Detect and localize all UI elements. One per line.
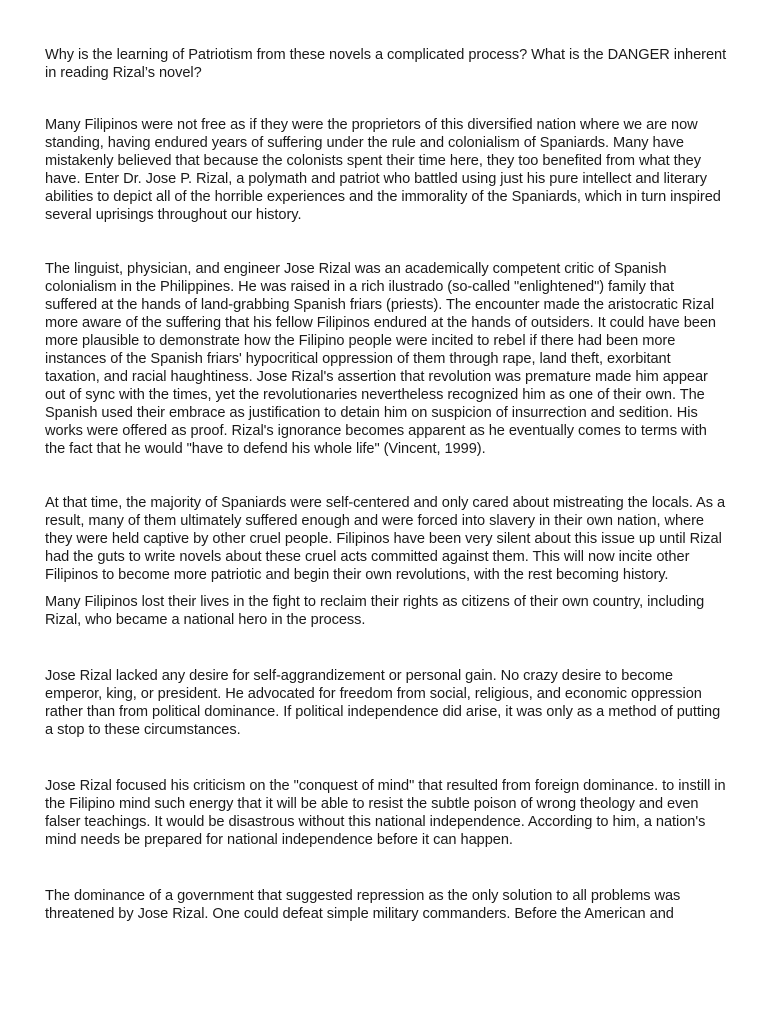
paragraph-1: Many Filipinos were not free as if they were the proprietors of this diversified nation where we are now standing, having endured years of suffering under the rule and colonialism of Spaniards. Many have mistakenly believed that because the colonists spent their time here, they too benefited from what they have. Enter Dr. Jose P. Rizal, a polymath and patriot who battled using just his pure intellect and literary abilities to depict all of the horrible experiences and the immorality of the Spaniards, which in turn inspired several uprisings throughout our history. bbox=[45, 117, 721, 223]
paragraph-4: Many Filipinos lost their lives in the fight to reclaim their rights as citizens of their own country, including Rizal, who became a national hero in the process. bbox=[45, 594, 705, 628]
essay-question: Why is the learning of Patriotism from these novels a complicated process? What is the DANGER inherent in reading Rizal’s novel? bbox=[45, 47, 727, 81]
paragraph-3: At that time, the majority of Spaniards were self-centered and only cared about mistreating the locals. As a result, many of them ultimately suffered enough and were forced into slavery in their own nation, where they were held captive by other cruel people. Filipinos have been very silent about this issue up until Rizal had the guts to write novels about these cruel acts committed against them. This will now incite other Filipinos to become more patriotic and begin their own revolutions, with the rest becoming history. bbox=[45, 495, 726, 583]
paragraph-6: Jose Rizal focused his criticism on the "conquest of mind" that resulted from foreign dominance. to instill in the Filipino mind such energy that it will be able to resist the subtle poison of wrong theology and even falser teachings. It would be disastrous without this national independence. According to him, a nation's mind needs be prepared for national independence before it can happen. bbox=[45, 778, 726, 848]
paragraph-5: Jose Rizal lacked any desire for self-aggrandizement or personal gain. No crazy desire to become emperor, king, or president. He advocated for freedom from social, religious, and economic oppression rather than from political dominance. If political independence did arise, it was only as a method of putting a stop to these circumstances. bbox=[45, 668, 721, 738]
document-page bbox=[45, 46, 729, 923]
paragraph-2: The linguist, physician, and engineer Jose Rizal was an academically competent critic of Spanish colonialism in the Philippines. He was raised in a rich ilustrado (so-called "enlightened") family that suffered at the hands of land-grabbing Spanish friars (priests). The encounter made the aristocratic Rizal more aware of the suffering that his fellow Filipinos endured at the hands of outsiders. It could have been more plausible to demonstrate how the Filipino people were incited to rebel if there had been more instances of the Spanish friars' hypocritical oppression of them through rape, land theft, exorbitant taxation, and racial haughtiness. Jose Rizal's assertion that revolution was premature made him appear out of sync with the times, yet the revolutionaries nevertheless recognized him as one of their own. The Spanish used their embrace as justification to detain him on suspicion of insurrection and sedition. His works were offered as proof. Rizal's ignorance becomes apparent as he eventually comes to terms with the fact that he would "have to defend his whole life" (Vincent, 1999). bbox=[45, 261, 716, 457]
paragraph-7: The dominance of a government that suggested repression as the only solution to all problems was threatened by Jose Rizal. One could defeat simple military commanders. Before the American and bbox=[45, 888, 681, 922]
